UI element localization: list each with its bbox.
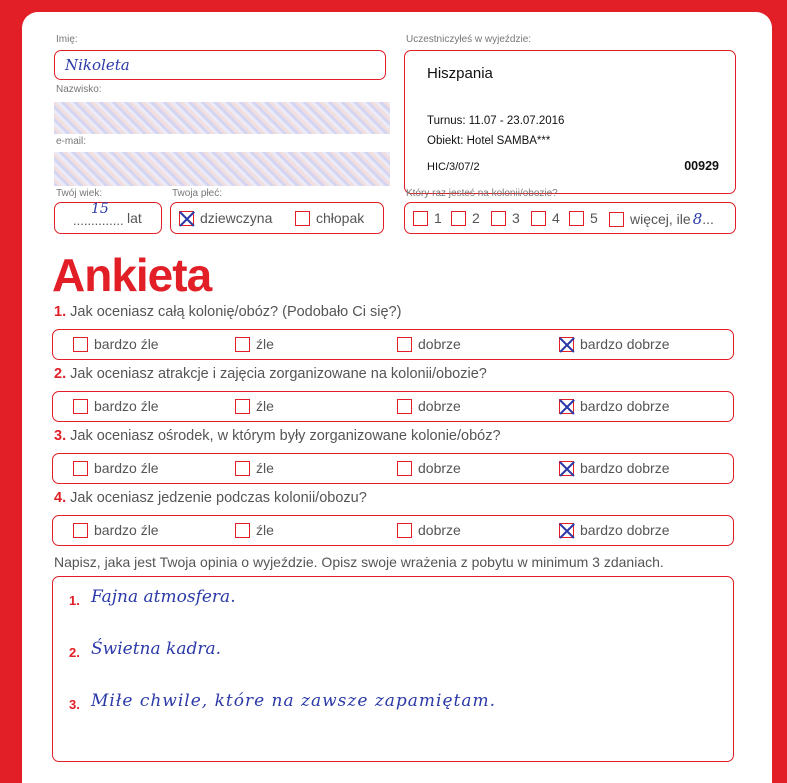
redacted-email (54, 152, 390, 186)
last-name-field[interactable] (54, 98, 390, 138)
q3-opt-very-good[interactable]: bardzo dobrze (559, 460, 670, 476)
redacted-last-name (54, 102, 390, 134)
answer-row-3 (52, 453, 734, 484)
q4-opt-very-good[interactable]: bardzo dobrze (559, 522, 670, 538)
label-age: Twój wiek: (56, 188, 103, 199)
answer-row-4 (52, 515, 734, 546)
which-time-5[interactable]: 5 (569, 210, 598, 226)
q3-checkbox-bad[interactable] (235, 461, 250, 476)
q1-checkbox-very-good[interactable] (559, 337, 574, 352)
q2-checkbox-very-bad[interactable] (73, 399, 88, 414)
checkbox-5[interactable] (569, 211, 584, 226)
which-time-more-value: 8 (692, 210, 703, 228)
which-time-field (404, 202, 736, 234)
q3-checkbox-good[interactable] (397, 461, 412, 476)
q1-opt-good[interactable]: dobrze (397, 336, 461, 352)
checkbox-girl[interactable] (179, 211, 194, 226)
first-name-value: Nikoleta (65, 56, 130, 74)
q3-checkbox-very-bad[interactable] (73, 461, 88, 476)
trip-number: 00929 (684, 159, 719, 173)
question-3: 3. Jak oceniasz ośrodek, w którym były zorganizowane kolonie/obóz? (54, 428, 501, 444)
q1-opt-bad[interactable]: źle (235, 336, 274, 352)
trip-destination: Hiszpania (427, 65, 493, 82)
q3-opt-good[interactable]: dobrze (397, 460, 461, 476)
gender-option-girl[interactable]: dziewczyna (179, 210, 272, 226)
q4-opt-bad[interactable]: źle (235, 522, 274, 538)
answer-row-2 (52, 391, 734, 422)
opinion-prompt: Napisz, jaka jest Twoja opinia o wyjeździe. Opisz swoje wrażenia z pobytu w minimum 3 zdaniach. (54, 554, 664, 570)
q2-opt-very-good[interactable]: bardzo dobrze (559, 398, 670, 414)
checkbox-3[interactable] (491, 211, 506, 226)
label-gender: Twoja płeć: (172, 188, 223, 199)
trip-code: HIC/3/07/2 (427, 161, 480, 173)
question-4: 4. Jak oceniasz jedzenie podczas kolonii/obozu? (54, 490, 367, 506)
opinion-line-1: Fajna atmosfera. (91, 587, 236, 607)
answer-row-1 (52, 329, 734, 360)
checkbox-more[interactable] (609, 212, 624, 227)
q4-checkbox-bad[interactable] (235, 523, 250, 538)
label-first-name: Imię: (56, 34, 78, 45)
which-time-1[interactable]: 1 (413, 210, 442, 226)
question-2: 2. Jak oceniasz atrakcje i zajęcia zorganizowane na kolonii/obozie? (54, 366, 487, 382)
label-last-name: Nazwisko: (56, 84, 102, 95)
page-title: Ankieta (52, 249, 212, 301)
opinion-textarea[interactable] (52, 576, 734, 762)
q1-opt-very-good[interactable]: bardzo dobrze (559, 336, 670, 352)
q4-opt-very-bad[interactable]: bardzo źle (73, 522, 159, 538)
q4-checkbox-good[interactable] (397, 523, 412, 538)
q1-checkbox-good[interactable] (397, 337, 412, 352)
q2-checkbox-very-good[interactable] (559, 399, 574, 414)
which-time-3[interactable]: 3 (491, 210, 520, 226)
q4-checkbox-very-bad[interactable] (73, 523, 88, 538)
q1-opt-very-bad[interactable]: bardzo źle (73, 336, 159, 352)
q3-checkbox-very-good[interactable] (559, 461, 574, 476)
gender-field (170, 202, 384, 234)
opinion-line-1-num: 1. (69, 593, 80, 608)
q2-opt-good[interactable]: dobrze (397, 398, 461, 414)
opinion-line-2: Świetna kadra. (91, 639, 221, 659)
checkbox-4[interactable] (531, 211, 546, 226)
gender-option-boy[interactable]: chłopak (295, 210, 364, 226)
label-which-time: Który raz jesteś na kolonii/obozie? (406, 188, 558, 199)
label-email: e-mail: (56, 136, 87, 147)
q2-opt-bad[interactable]: źle (235, 398, 274, 414)
trip-turnus: Turnus: 11.07 - 23.07.2016 (427, 115, 565, 127)
q4-opt-good[interactable]: dobrze (397, 522, 461, 538)
first-name-field[interactable] (54, 50, 386, 80)
age-value: 15 (91, 201, 109, 217)
q2-checkbox-bad[interactable] (235, 399, 250, 414)
survey-page (22, 12, 772, 783)
q3-opt-bad[interactable]: źle (235, 460, 274, 476)
which-time-4[interactable]: 4 (531, 210, 560, 226)
opinion-line-2-num: 2. (69, 645, 80, 660)
label-trip: Uczestniczyłeś w wyjeździe: (406, 34, 532, 45)
q1-checkbox-bad[interactable] (235, 337, 250, 352)
which-time-more[interactable]: więcej, ile 8 ... (609, 210, 714, 228)
checkbox-1[interactable] (413, 211, 428, 226)
q2-opt-very-bad[interactable]: bardzo źle (73, 398, 159, 414)
q4-checkbox-very-good[interactable] (559, 523, 574, 538)
checkbox-2[interactable] (451, 211, 466, 226)
which-time-2[interactable]: 2 (451, 210, 480, 226)
age-field[interactable]: .............. 15 lat (54, 202, 162, 234)
q3-opt-very-bad[interactable]: bardzo źle (73, 460, 159, 476)
trip-object: Obiekt: Hotel SAMBA*** (427, 135, 551, 147)
q1-checkbox-very-bad[interactable] (73, 337, 88, 352)
trip-info-box (404, 50, 736, 194)
question-1: 1. Jak oceniasz całą kolonię/obóz? (Podobało Ci się?) (54, 304, 402, 320)
age-unit: lat (127, 210, 142, 226)
q2-checkbox-good[interactable] (397, 399, 412, 414)
checkbox-boy[interactable] (295, 211, 310, 226)
email-field[interactable] (54, 150, 390, 190)
opinion-line-3-num: 3. (69, 697, 80, 712)
opinion-line-3: Miłe chwile, które na zawsze zapamiętam. (91, 691, 497, 711)
